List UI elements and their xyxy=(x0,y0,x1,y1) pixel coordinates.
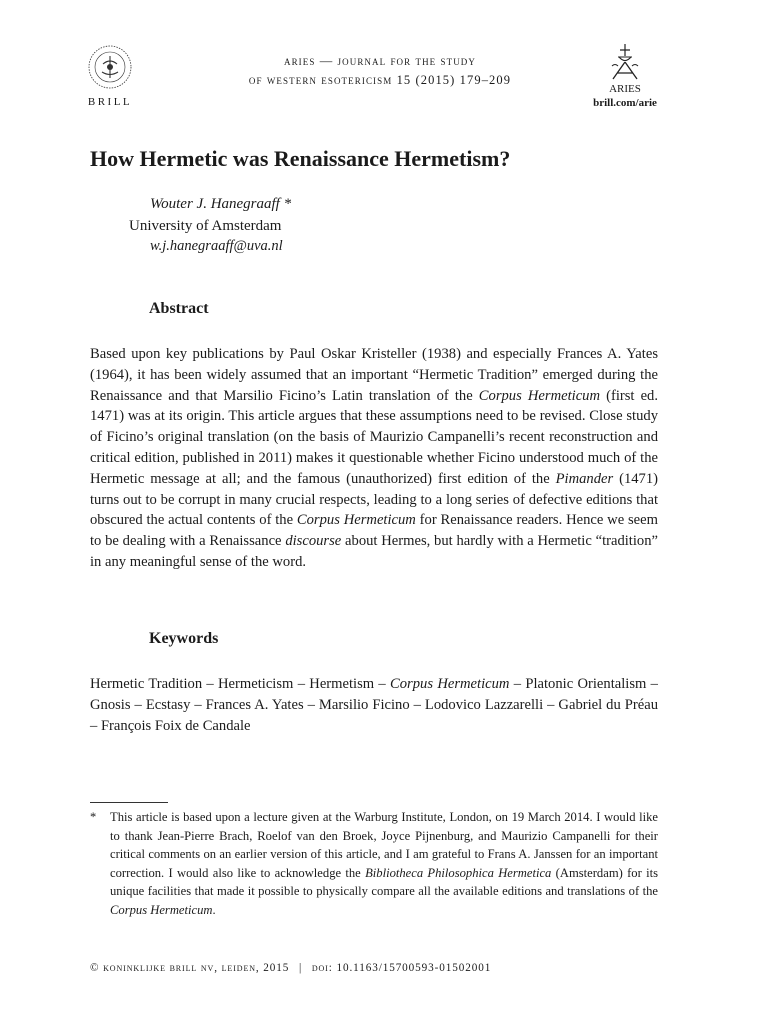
footnote-text: This article is based upon a lecture given at the Warburg Institute, London, on 19 March 2014. I would like to thank Jean-Pierre Brach, Roelof van den Broek, Joyce Pijnenburg, and Maurizio Campanelli for their critical comments on an earlier version of this article, and I am grateful to Frans A. Janssen for an important correction. I would also like to acknowledge the Bibliotheca Philosophica Hermetica (Amsterdam) for its unique facilities that made it possible to physically compare all the available editions and translations of the Corpus Hermeticum. xyxy=(110,810,658,917)
abstract-heading: Abstract xyxy=(149,300,209,317)
author-email[interactable]: w.j.hanegraaff@uva.nl xyxy=(150,238,283,254)
journal-url[interactable]: brill.com/arie xyxy=(593,97,657,109)
keywords-text: Hermetic Tradition – Hermeticism – Hermetism – Corpus Hermeticum – Platonic Orientalism – Gnosis – Ecstasy – Frances A. Yates – Marsilio Ficino – Lodovico Lazzarelli – Gabriel du Préau – François Foix de Candale xyxy=(90,676,658,734)
footnote-divider xyxy=(90,802,168,803)
journal-citation xyxy=(180,52,580,90)
abstract-text: Based upon key publications by Paul Oskar Kristeller (1938) and especially Frances A. Yates (1964), it has been widely assumed that an important “Hermetic Tradition” emerged during the Renaissance and that Marsilio Ficino’s Latin translation of the Corpus Hermeticum (first ed. 1471) was at its origin. This article argues that these assumptions need to be revised. Close study of Ficino’s original translation (on the basis of Maurizio Campanelli’s recent reconstruction and critical edition, published in 2011) makes it questionable whether Ficino understood much of the Hermetic message at all; and the famous (unauthorized) first edition of the Pimander (1471) turns out to be corrupt in many crucial respects, leading to a long series of defective editions that obscured the actual contents of the Corpus Hermeticum for Renaissance readers. Hence we seem to be dealing with a Renaissance discourse about Hermes, but hardly with a Hermetic “tradition” in any meaningful sense of the word. xyxy=(90,346,658,570)
aries-logo xyxy=(585,42,665,124)
footnote-marker: * xyxy=(90,810,97,824)
footer-separator: | xyxy=(298,962,303,974)
journal-line-2: of western esotericism 15 (2015) 179–209 xyxy=(248,73,512,87)
keywords-heading: Keywords xyxy=(149,630,219,647)
journal-line-1: aries — journal for the study xyxy=(283,54,477,68)
aries-wordmark: ARIES xyxy=(609,83,641,95)
author-name: Wouter J. Hanegraaff * xyxy=(150,196,292,212)
page-footer xyxy=(90,962,491,974)
aries-emblem-icon xyxy=(606,42,644,82)
brill-wordmark: BRILL xyxy=(87,96,133,108)
footer-doi[interactable]: doi: 10.1163/15700593-01502001 xyxy=(311,962,492,974)
brill-seal-icon xyxy=(87,44,133,90)
author-affiliation: University of Amsterdam xyxy=(129,218,282,234)
brill-logo xyxy=(84,44,136,110)
footer-copyright: © koninklijke brill nv, leiden, 2015 xyxy=(90,962,290,974)
article-title: How Hermetic was Renaissance Hermetism? xyxy=(90,146,511,171)
